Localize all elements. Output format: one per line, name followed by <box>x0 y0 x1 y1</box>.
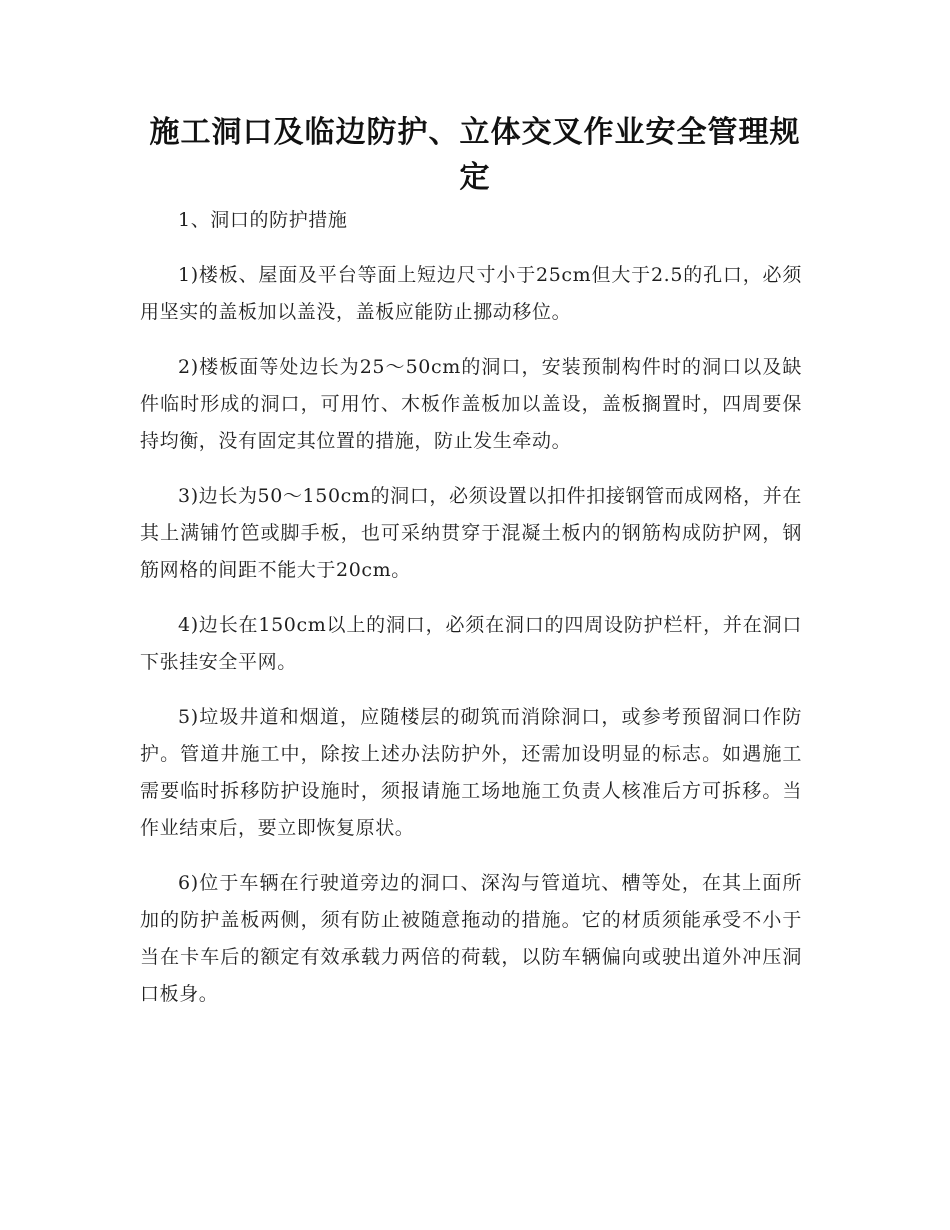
paragraph-item-4: 4)边长在150cm以上的洞口，必须在洞口的四周设防护栏杆，并在洞口下张挂安全平网。 <box>140 614 802 673</box>
paragraph-item-5: 5)垃圾井道和烟道，应随楼层的砌筑而消除洞口，或参考预留洞口作防护。管道井施工中，除按上述办法防护外，还需加设明显的标志。如遇施工需要临时拆移防护设施时，须报请施工场地施工负责人核准后方可拆移。当作业结束后，要立即恢复原状。 <box>140 706 802 839</box>
paragraph-item-3: 3)边长为50～150cm的洞口，必须设置以扣件扣接钢管而成网格，并在其上满铺竹笆或脚手板，也可采纳贯穿于混凝土板内的钢筋构成防护网，钢筋网格的间距不能大于20cm。 <box>140 485 802 581</box>
section-heading-openings: 1、洞口的防护措施 <box>178 209 348 231</box>
document-title: 施工洞口及临边防护、立体交叉作业安全管理规定 <box>149 115 801 195</box>
paragraph-item-6: 6)位于车辆在行驶道旁边的洞口、深沟与管道坑、槽等处，在其上面所加的防护盖板两侧，须有防止被随意拖动的措施。它的材质须能承受不小于当在卡车后的额定有效承载力两倍的荷载，以防车辆偏向或驶出道外冲压洞口板身。 <box>140 872 802 1005</box>
paragraph-item-1: 1)楼板、屋面及平台等面上短边尺寸小于25cm但大于2.5的孔口，必须用坚实的盖板加以盖没，盖板应能防止挪动移位。 <box>140 264 802 323</box>
paragraph-item-2: 2)楼板面等处边长为25～50cm的洞口，安装预制构件时的洞口以及缺件临时形成的洞口，可用竹、木板作盖板加以盖设，盖板搁置时，四周要保持均衡，没有固定其位置的措施，防止发生牵动。 <box>140 356 802 452</box>
document-body <box>140 202 802 1031</box>
